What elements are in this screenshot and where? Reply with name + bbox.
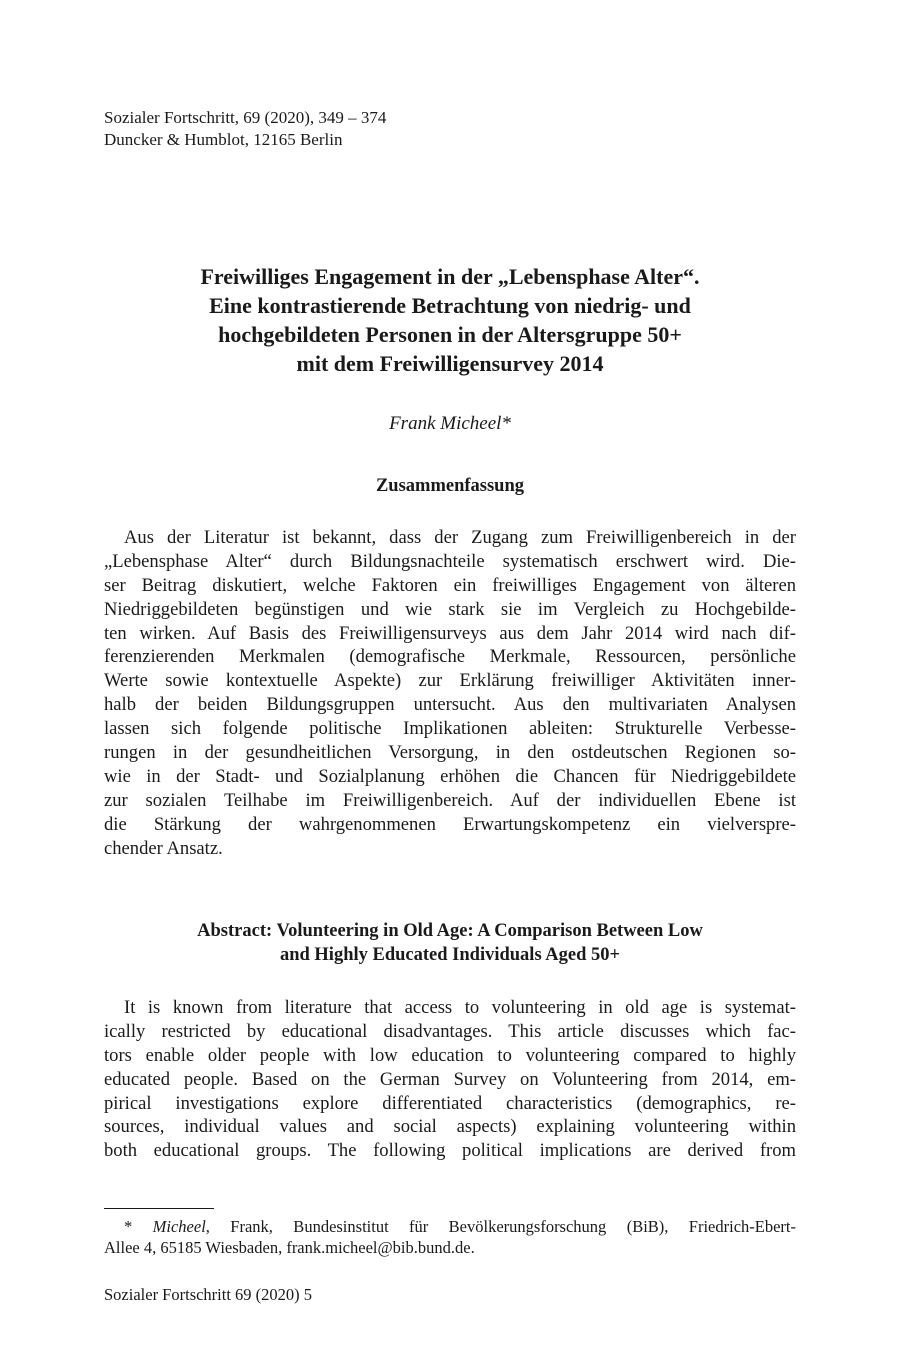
author-name: Frank Micheel* <box>389 413 511 434</box>
footnote-marker: * <box>124 1217 133 1236</box>
body-line: Aus der Literatur ist bekannt, dass der Zugang zum Freiwilligenbereich in der <box>124 527 796 548</box>
body-line: ferenzierenden Merkmalen (demografische Merkmale, Ressourcen, persönliche <box>104 646 796 668</box>
zusammenfassung-heading-text: Zusammenfassung <box>375 476 525 496</box>
author-footnote <box>104 1216 796 1258</box>
body-line: die Stärkung der wahrgenommenen Erwartungskompetenz ein vielverspre- <box>104 813 796 835</box>
article-title <box>104 262 796 378</box>
body-line: rungen in der gesundheitlichen Versorgung, in den ostdeutschen Regionen so- <box>104 742 796 764</box>
footnote-line <box>104 1216 796 1237</box>
body-line: Niedriggebildeten begünstigen und wie stark sie im Vergleich zu Hochgebilde- <box>104 598 796 620</box>
body-line: wie in der Stadt- und Sozialplanung erhöhen die Chancen für Niedriggebildete <box>104 765 796 787</box>
body-line: lassen sich folgende politische Implikationen ableiten: Strukturelle Verbesse- <box>104 718 796 740</box>
footnote-affiliation: , Frank, Bundesinstitut für Bevölkerungsforschung (BiB), Friedrich-Ebert- <box>205 1217 796 1236</box>
abstract-heading-line: and Highly Educated Individuals Aged 50+ <box>279 945 621 965</box>
abstract-body <box>104 996 796 1163</box>
body-line: sources, individual values and social aspects) explaining volunteering within <box>104 1116 796 1138</box>
footnote-line: Allee 4, 65185 Wiesbaden, frank.micheel@bib.bund.de. <box>104 1238 475 1257</box>
page-footer: Sozialer Fortschritt 69 (2020) 5 <box>104 1285 313 1304</box>
body-line: both educational groups. The following political implications are derived from <box>104 1140 796 1162</box>
publisher-line: Duncker & Humblot, 12165 Berlin <box>104 130 343 149</box>
body-line: zur sozialen Teilhabe im Freiwilligenbereich. Auf der individuellen Ebene ist <box>104 789 796 811</box>
body-line: pirical investigations explore differentiated characteristics (demographics, re- <box>104 1092 796 1114</box>
body-line: ser Beitrag diskutiert, welche Faktoren ein freiwilliges Engagement von älteren <box>104 574 796 596</box>
body-line: educated people. Based on the German Survey on Volunteering from 2014, em- <box>104 1068 796 1090</box>
body-line: „Lebensphase Alter“ durch Bildungsnachteile systematisch erschwert wird. Die- <box>104 550 796 572</box>
title-line: hochgebildeten Personen in der Altersgruppe 50+ <box>218 322 682 347</box>
journal-header <box>104 107 386 151</box>
body-line: halb der beiden Bildungsgruppen untersucht. Aus den multivariaten Analysen <box>104 694 796 716</box>
title-line: Freiwilliges Engagement in der „Lebensphase Alter“. <box>200 264 700 289</box>
body-line: Werte sowie kontextuelle Aspekte) zur Erklärung freiwilliger Aktivitäten inner- <box>104 670 796 692</box>
body-line: tors enable older people with low education to volunteering compared to highly <box>104 1044 796 1066</box>
footnote-author-name: Micheel <box>152 1217 206 1236</box>
body-line: chender Ansatz. <box>104 837 223 859</box>
journal-citation: Sozialer Fortschritt, 69 (2020), 349 – 374 <box>104 108 387 127</box>
zusammenfassung-heading <box>104 474 796 498</box>
abstract-heading-line: Abstract: Volunteering in Old Age: A Comparison Between Low <box>197 921 703 941</box>
title-line: Eine kontrastierende Betrachtung von niedrig- und <box>209 293 691 318</box>
zusammenfassung-body <box>104 526 796 860</box>
title-line: mit dem Freiwilligensurvey 2014 <box>296 351 604 376</box>
body-line: It is known from literature that access to volunteering in old age is systemat- <box>124 997 796 1018</box>
abstract-heading <box>104 919 796 967</box>
footnote-divider <box>104 1208 214 1209</box>
body-line: ically restricted by educational disadvantages. This article discusses which fac- <box>104 1020 796 1042</box>
body-line: ten wirken. Auf Basis des Freiwilligensurveys aus dem Jahr 2014 wird nach dif- <box>104 622 796 644</box>
